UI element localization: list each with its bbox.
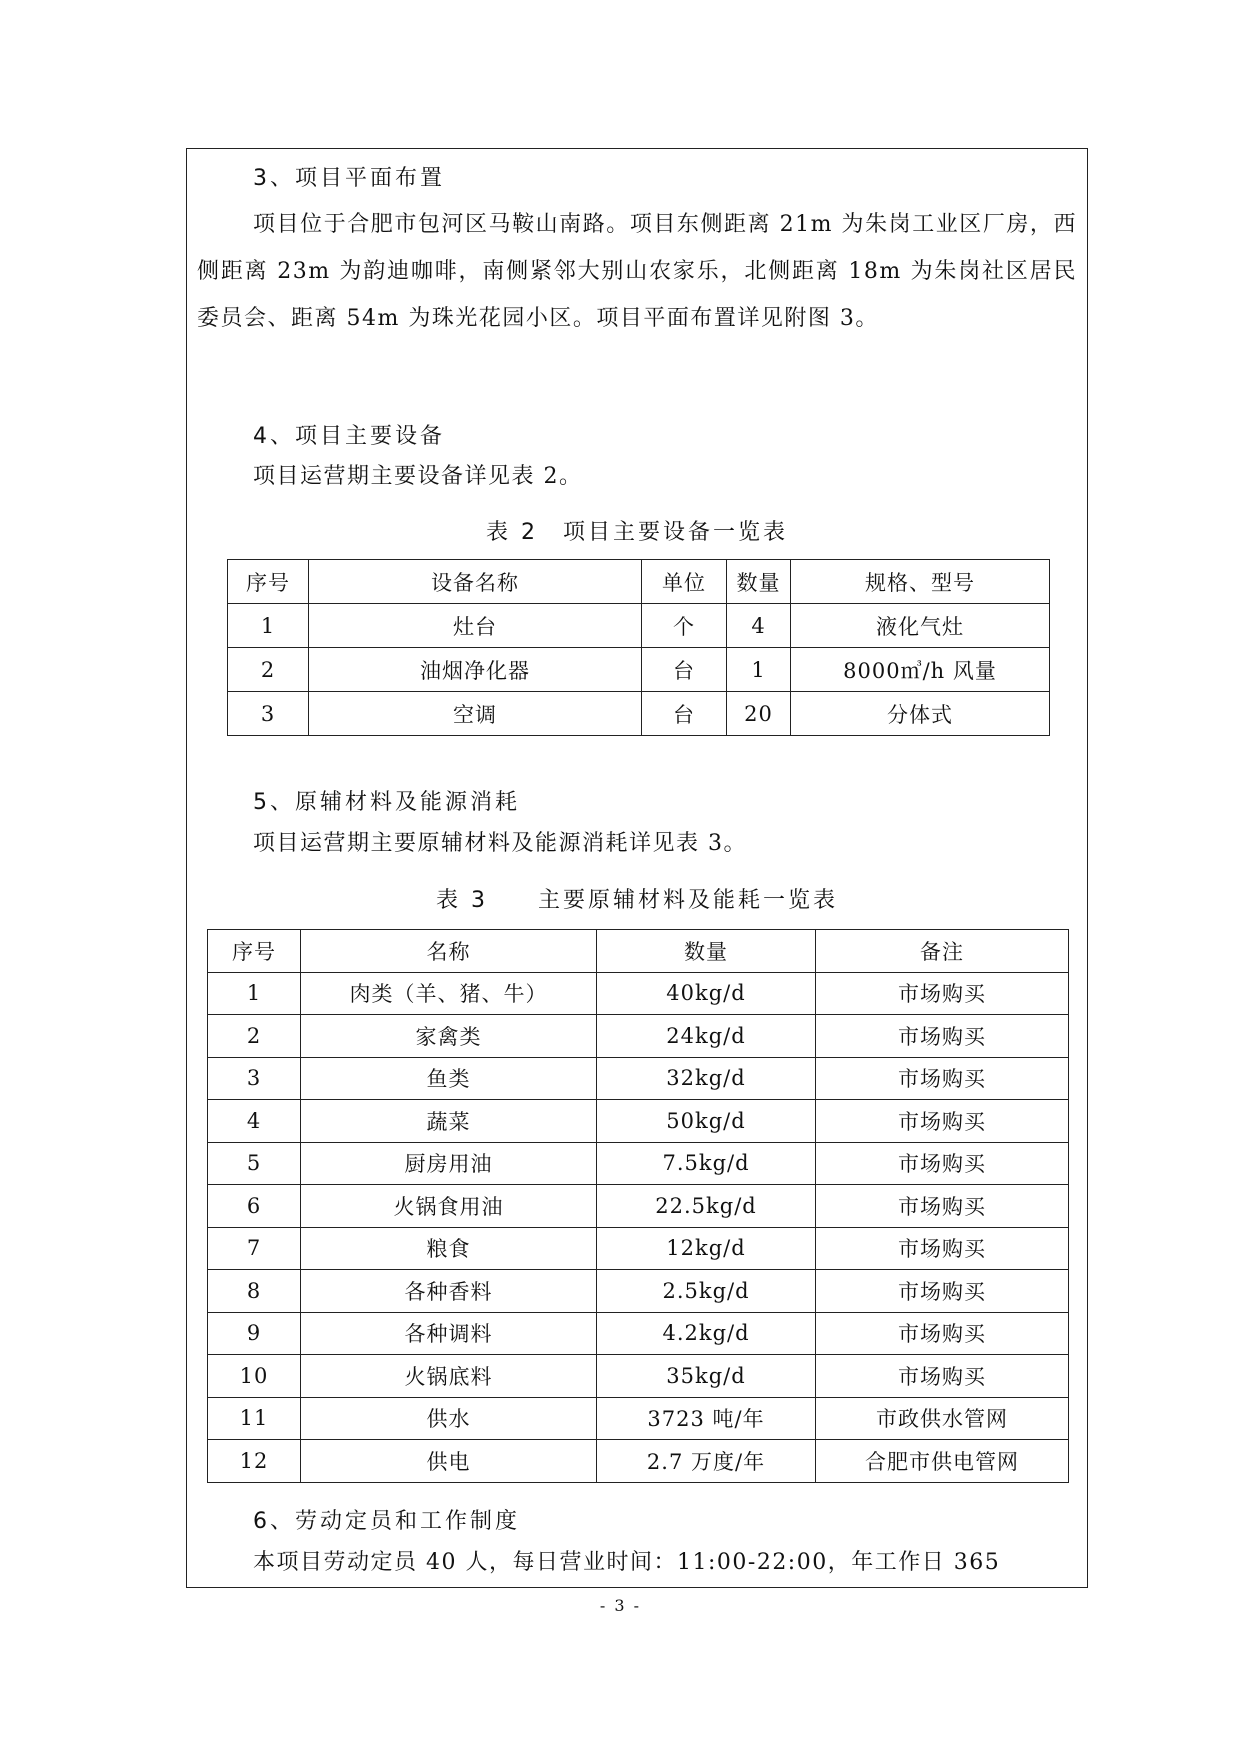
table-row — [208, 1057, 1069, 1100]
table-row — [208, 1100, 1069, 1143]
column-header: 数量 — [727, 560, 791, 604]
table-cell: 3723 吨/年 — [597, 1397, 816, 1440]
table-cell: 市场购买 — [816, 972, 1069, 1015]
table-cell: 1 — [208, 972, 301, 1015]
table-cell: 台 — [642, 648, 727, 692]
table-cell: 3 — [228, 692, 309, 736]
table-cell: 11 — [208, 1397, 301, 1440]
table-cell: 市场购买 — [816, 1355, 1069, 1398]
table-cell: 8 — [208, 1270, 301, 1313]
table-cell: 个 — [642, 604, 727, 648]
column-header: 序号 — [228, 560, 309, 604]
table-cell: 供电 — [301, 1440, 597, 1483]
table-cell: 6 — [208, 1185, 301, 1228]
table-cell: 市政供水管网 — [816, 1397, 1069, 1440]
table-cell: 2 — [228, 648, 309, 692]
table-row — [208, 1142, 1069, 1185]
table-cell: 1 — [228, 604, 309, 648]
table-cell: 分体式 — [791, 692, 1050, 736]
table-row — [208, 1397, 1069, 1440]
table-cell: 9 — [208, 1312, 301, 1355]
column-header: 名称 — [301, 930, 597, 973]
table-cell: 40kg/d — [597, 972, 816, 1015]
table-cell: 油烟净化器 — [309, 648, 642, 692]
table-cell: 市场购买 — [816, 1142, 1069, 1185]
table-cell: 台 — [642, 692, 727, 736]
table-cell: 3 — [208, 1057, 301, 1100]
table-cell: 鱼类 — [301, 1057, 597, 1100]
table-cell: 合肥市供电管网 — [816, 1440, 1069, 1483]
column-header: 规格、型号 — [791, 560, 1050, 604]
table-cell: 7 — [208, 1227, 301, 1270]
table-cell: 市场购买 — [816, 1015, 1069, 1058]
section-heading-materials: 5、原辅材料及能源消耗 — [253, 790, 520, 815]
table-cell: 50kg/d — [597, 1100, 816, 1143]
table-cell: 35kg/d — [597, 1355, 816, 1398]
table-row — [228, 604, 1050, 648]
table-cell: 市场购买 — [816, 1270, 1069, 1313]
materials-table — [207, 929, 1069, 1483]
table-cell: 家禽类 — [301, 1015, 597, 1058]
table-cell: 1 — [727, 648, 791, 692]
column-header: 备注 — [816, 930, 1069, 973]
table-cell: 灶台 — [309, 604, 642, 648]
table-cell: 24kg/d — [597, 1015, 816, 1058]
table-cell: 液化气灶 — [791, 604, 1050, 648]
table-row — [228, 692, 1050, 736]
table-cell: 市场购买 — [816, 1057, 1069, 1100]
staffing-paragraph: 本项目劳动定员 40 人，每日营业时间：11:00-22:00，年工作日 365 — [253, 1550, 1001, 1575]
column-header: 序号 — [208, 930, 301, 973]
table-cell: 2.5kg/d — [597, 1270, 816, 1313]
column-header: 数量 — [597, 930, 816, 973]
paragraph-layout — [197, 201, 1077, 342]
column-header: 设备名称 — [309, 560, 642, 604]
table-cell: 4 — [727, 604, 791, 648]
table-cell: 2.7 万度/年 — [597, 1440, 816, 1483]
table-row — [208, 1270, 1069, 1313]
table-cell: 7.5kg/d — [597, 1142, 816, 1185]
table-cell: 8000㎥/h 风量 — [791, 648, 1050, 692]
table-row — [208, 1440, 1069, 1483]
table-2-caption: 表 2 项目主要设备一览表 — [486, 520, 788, 545]
table-row — [228, 648, 1050, 692]
equipment-intro: 项目运营期主要设备详见表 2。 — [253, 464, 583, 489]
table-cell: 供水 — [301, 1397, 597, 1440]
table-cell: 10 — [208, 1355, 301, 1398]
table-cell: 12kg/d — [597, 1227, 816, 1270]
table-cell: 4 — [208, 1100, 301, 1143]
table-cell: 火锅底料 — [301, 1355, 597, 1398]
table-cell: 4.2kg/d — [597, 1312, 816, 1355]
table-row — [208, 1227, 1069, 1270]
table-cell: 市场购买 — [816, 1227, 1069, 1270]
table-cell: 火锅食用油 — [301, 1185, 597, 1228]
table-cell: 肉类（羊、猪、牛） — [301, 972, 597, 1015]
table-row — [208, 1312, 1069, 1355]
page-number: - 3 - — [599, 1596, 642, 1615]
table-cell: 各种调料 — [301, 1312, 597, 1355]
table-header-row — [228, 560, 1050, 604]
section-heading-layout: 3、项目平面布置 — [253, 166, 445, 191]
table-cell: 粮食 — [301, 1227, 597, 1270]
equipment-table — [227, 559, 1050, 736]
table-cell: 5 — [208, 1142, 301, 1185]
materials-intro: 项目运营期主要原辅材料及能源消耗详见表 3。 — [253, 831, 747, 856]
table-row — [208, 1015, 1069, 1058]
table-cell: 12 — [208, 1440, 301, 1483]
table-header-row — [208, 930, 1069, 973]
table-cell: 32kg/d — [597, 1057, 816, 1100]
section-heading-equipment: 4、项目主要设备 — [253, 424, 445, 449]
paragraph-layout-text: 项目位于合肥市包河区马鞍山南路。项目东侧距离 21m 为朱岗工业区厂房，西侧距离 23m 为韵迪咖啡，南侧紧邻大别山农家乐，北侧距离 18m 为朱岗社区居民委员会、距离 54m 为珠光花园小区。项目平面布置详见附图 3。 — [197, 212, 1077, 331]
table-3-caption: 表 3 主要原辅材料及能耗一览表 — [436, 888, 838, 913]
section-heading-staffing: 6、劳动定员和工作制度 — [253, 1509, 520, 1534]
table-cell: 市场购买 — [816, 1100, 1069, 1143]
table-cell: 22.5kg/d — [597, 1185, 816, 1228]
table-cell: 市场购买 — [816, 1185, 1069, 1228]
table-cell: 20 — [727, 692, 791, 736]
column-header: 单位 — [642, 560, 727, 604]
table-cell: 各种香料 — [301, 1270, 597, 1313]
table-row — [208, 972, 1069, 1015]
table-cell: 蔬菜 — [301, 1100, 597, 1143]
table-cell: 市场购买 — [816, 1312, 1069, 1355]
table-row — [208, 1355, 1069, 1398]
table-cell: 空调 — [309, 692, 642, 736]
table-cell: 厨房用油 — [301, 1142, 597, 1185]
table-cell: 2 — [208, 1015, 301, 1058]
document-frame — [186, 148, 1088, 1588]
table-row — [208, 1185, 1069, 1228]
